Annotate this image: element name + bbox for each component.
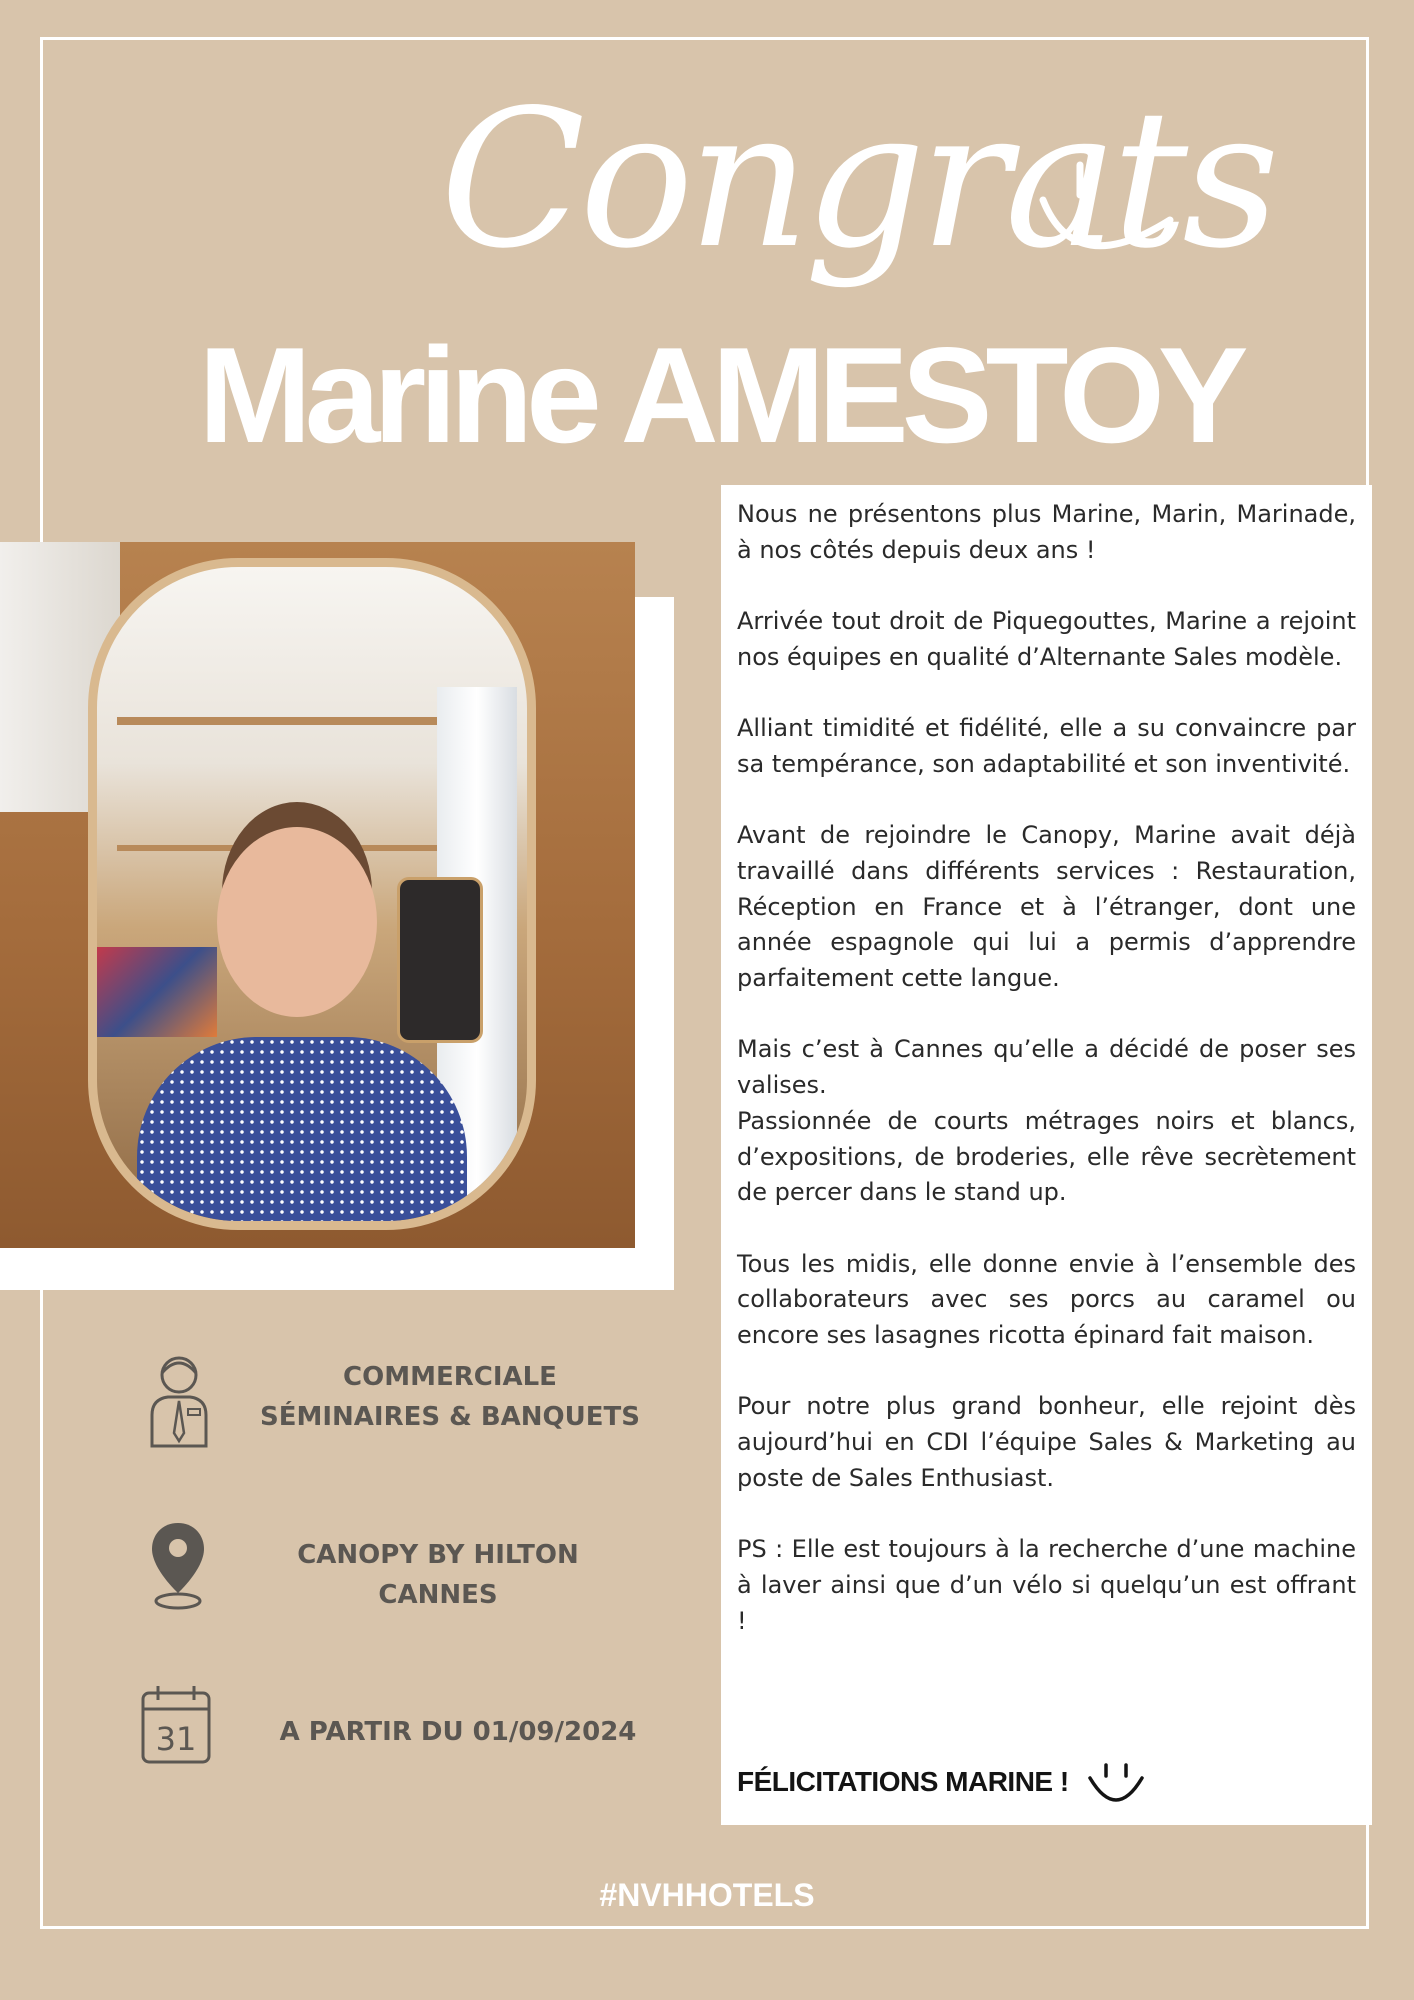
smiley-icon [1035,155,1180,270]
bio-paragraph: Nous ne présentons plus Marine, Marin, Marinade, à nos côtés depuis deux ans ! [737,500,1356,564]
bio-paragraph: PS : Elle est toujours à la recherche d’une machine à laver ainsi que d’un vélo si quelqu’un est offrant ! [737,1535,1356,1635]
start-date-label: A PARTIR DU 01/09/2024 [279,1717,637,1747]
bio-panel [721,485,1372,1825]
photo-person-body [137,1037,467,1230]
role-label [250,1357,650,1437]
photo-mirror [88,558,536,1230]
bio-text [737,497,1356,1675]
location-line-2: CANNES [378,1580,498,1610]
role-line-2: SÉMINAIRES & BANQUETS [259,1402,640,1432]
smiley-icon [1086,1760,1146,1810]
closing-message: FÉLICITATIONS MARINE ! [737,1766,1069,1797]
employee-icon [148,1353,210,1448]
location-label [238,1535,638,1615]
bio-paragraph: Alliant timidité et fidélité, elle a su convaincre par sa tempérance, son adaptabilité et son inventivité. [737,714,1356,778]
location-pin-icon [150,1521,206,1611]
photo-person-head [217,827,377,1017]
employee-name: Marine AMESTOY [198,319,1242,471]
bio-paragraph: Avant de rejoindre le Canopy, Marine avait déjà travaillé dans différents services : Restauration, Réception en France et à l’étranger, dont une année espagnole qui lui a permis d’apprendre parfaitement cette langue. [737,821,1356,993]
bio-paragraph: Arrivée tout droit de Piquegouttes, Marine a rejoint nos équipes en qualité d’Alternante Sales modèle. [737,607,1356,671]
congrats-title: Congrats [440,69,1274,290]
bio-paragraph: Tous les midis, elle donne envie à l’ensemble des collaborateurs avec ses porcs au caramel ou encore ses lasagnes ricotta épinard fait maison. [737,1249,1356,1350]
calendar-day: 31 [155,1720,197,1758]
employee-photo [0,542,635,1248]
bio-paragraph: Passionnée de courts métrages noirs et blancs, d’expositions, de broderies, elle rêve secrètement de percer dans le stand up. [737,1106,1356,1207]
location-line-1: CANOPY BY HILTON [297,1540,579,1570]
photo-phone [397,877,483,1043]
role-line-1: COMMERCIALE [343,1362,557,1392]
footer-hashtag: #NVHHOTELS [599,1877,815,1913]
photo-painting [97,947,217,1037]
bio-paragraph: Mais c’est à Cannes qu’elle a décidé de poser ses valises. [737,1035,1356,1100]
calendar-icon [140,1683,212,1765]
bio-paragraph: Pour notre plus grand bonheur, elle rejoint dès aujourd’hui en CDI l’équipe Sales & Marketing au poste de Sales Enthusiast. [737,1392,1356,1492]
